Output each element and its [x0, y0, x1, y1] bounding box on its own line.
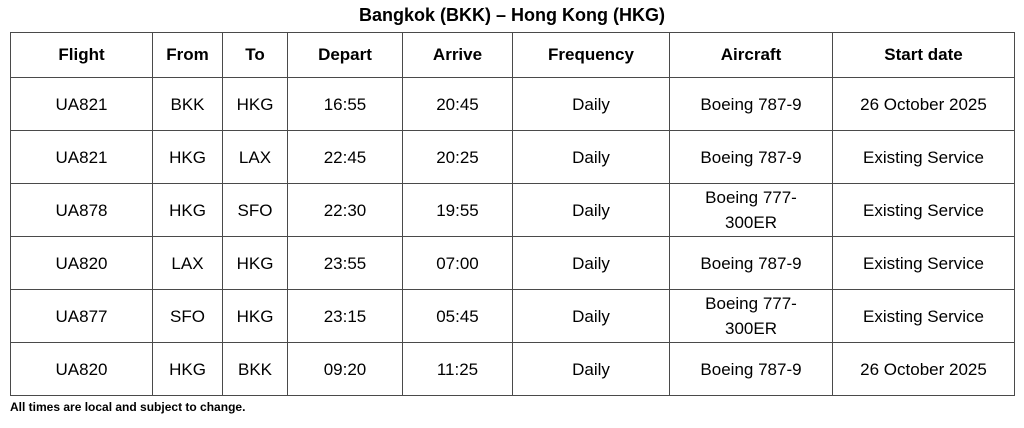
col-header-frequency: Frequency [513, 33, 670, 78]
cell-flight: UA878 [11, 184, 153, 237]
table-row [11, 78, 1015, 131]
cell-frequency: Daily [513, 184, 670, 237]
cell-frequency: Daily [513, 78, 670, 131]
cell-start-date: 26 October 2025 [833, 343, 1015, 396]
footnote: All times are local and subject to change. [10, 400, 246, 414]
cell-from: LAX [153, 237, 223, 290]
cell-aircraft: Boeing 787-9 [670, 131, 833, 184]
cell-arrive: 19:55 [403, 184, 513, 237]
table-row [11, 343, 1015, 396]
col-header-start-date: Start date [833, 33, 1015, 78]
cell-frequency: Daily [513, 131, 670, 184]
cell-depart: 23:55 [288, 237, 403, 290]
table-row [11, 131, 1015, 184]
cell-aircraft: Boeing 787-9 [670, 237, 833, 290]
cell-depart: 22:45 [288, 131, 403, 184]
cell-start-date: Existing Service [833, 131, 1015, 184]
cell-to: SFO [223, 184, 288, 237]
table-row [11, 290, 1015, 343]
cell-frequency: Daily [513, 237, 670, 290]
cell-to: HKG [223, 237, 288, 290]
cell-depart: 16:55 [288, 78, 403, 131]
col-header-arrive: Arrive [403, 33, 513, 78]
cell-frequency: Daily [513, 290, 670, 343]
cell-flight: UA821 [11, 78, 153, 131]
col-header-from: From [153, 33, 223, 78]
aircraft-text: Boeing 777-300ER [705, 294, 797, 338]
cell-aircraft: Boeing 787-9 [670, 78, 833, 131]
col-header-to: To [223, 33, 288, 78]
flight-schedule-table [10, 32, 1015, 396]
cell-aircraft [670, 290, 833, 343]
aircraft-text: Boeing 777-300ER [705, 188, 797, 232]
cell-arrive: 11:25 [403, 343, 513, 396]
cell-from: SFO [153, 290, 223, 343]
cell-to: HKG [223, 290, 288, 343]
header-row [11, 33, 1015, 78]
cell-aircraft: Boeing 787-9 [670, 343, 833, 396]
cell-arrive: 20:45 [403, 78, 513, 131]
cell-to: LAX [223, 131, 288, 184]
cell-start-date: 26 October 2025 [833, 78, 1015, 131]
cell-to: HKG [223, 78, 288, 131]
table-row [11, 184, 1015, 237]
cell-to: BKK [223, 343, 288, 396]
cell-depart: 09:20 [288, 343, 403, 396]
cell-start-date: Existing Service [833, 290, 1015, 343]
cell-start-date: Existing Service [833, 184, 1015, 237]
cell-frequency: Daily [513, 343, 670, 396]
col-header-depart: Depart [288, 33, 403, 78]
cell-flight: UA820 [11, 237, 153, 290]
cell-from: HKG [153, 131, 223, 184]
cell-arrive: 07:00 [403, 237, 513, 290]
page-title: Bangkok (BKK) – Hong Kong (HKG) [359, 5, 665, 25]
cell-aircraft [670, 184, 833, 237]
col-header-aircraft: Aircraft [670, 33, 833, 78]
cell-flight: UA821 [11, 131, 153, 184]
cell-from: HKG [153, 343, 223, 396]
cell-depart: 22:30 [288, 184, 403, 237]
cell-flight: UA877 [11, 290, 153, 343]
cell-depart: 23:15 [288, 290, 403, 343]
col-header-flight: Flight [11, 33, 153, 78]
cell-flight: UA820 [11, 343, 153, 396]
cell-from: HKG [153, 184, 223, 237]
cell-arrive: 20:25 [403, 131, 513, 184]
table-row [11, 237, 1015, 290]
cell-start-date: Existing Service [833, 237, 1015, 290]
cell-from: BKK [153, 78, 223, 131]
cell-arrive: 05:45 [403, 290, 513, 343]
